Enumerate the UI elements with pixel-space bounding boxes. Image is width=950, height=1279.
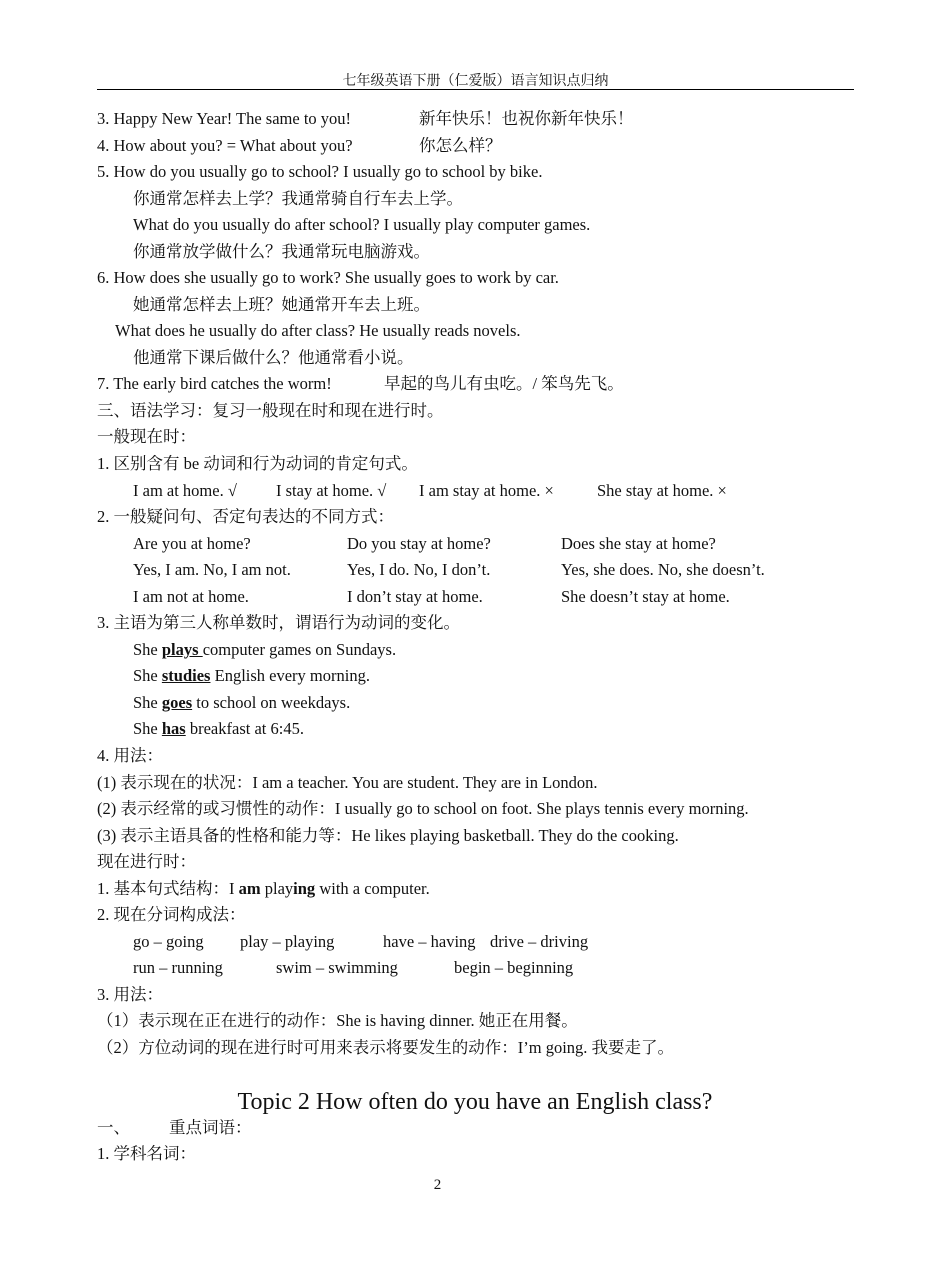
line-7-en: 7. The early bird catches the worm! — [97, 374, 332, 393]
line-6b-cn: 他通常下课后做什么？他通常看小说。 — [133, 348, 414, 367]
example-cell: Yes, I am. No, I am not. — [133, 560, 291, 579]
example-cell: Do you stay at home? — [347, 534, 491, 553]
line-7-cn: 早起的鸟儿有虫吃。/ 笨鸟先飞。 — [384, 374, 624, 393]
example-cell: I don’t stay at home. — [347, 587, 483, 606]
participle-pair: run – running — [133, 958, 223, 977]
example-cell: I am stay at home. × — [419, 481, 554, 500]
verb-highlight: goes — [161, 693, 193, 712]
present-progressive-heading: 现在进行时： — [97, 852, 196, 871]
participle-pair: drive – driving — [490, 932, 589, 951]
example-cell: I am at home. √ — [133, 481, 237, 500]
usage-1: (1) 表示现在的状况：I am a teacher. You are student. They are in London. — [97, 773, 598, 792]
participle-pair: go – going — [133, 932, 204, 951]
grammar-heading: 三、语法学习：复习一般现在时和现在进行时。 — [97, 401, 444, 420]
example-cell: I am not at home. — [133, 587, 249, 606]
subject-nouns-heading: 1. 学科名词： — [97, 1144, 196, 1163]
progressive-point-2: 2. 现在分词构成法： — [97, 905, 246, 924]
third-person-example: She studies English every morning. — [133, 666, 370, 685]
line-6b: What does he usually do after class? He usually reads novels. — [115, 321, 521, 340]
verb-highlight: plays — [161, 640, 203, 659]
third-person-example: She goes to school on weekdays. — [133, 693, 351, 712]
line-3-en: 3. Happy New Year! The same to you! — [97, 109, 352, 128]
line-6: 6. How does she usually go to work? She usually goes to work by car. — [97, 268, 559, 287]
key-words-heading: 重点词语： — [169, 1118, 252, 1137]
example-cell: She stay at home. × — [597, 481, 727, 500]
page-header: 七年级英语下册（仁爱版）语言知识点归纳 — [342, 73, 609, 89]
line-5b: What do you usually do after school? I usually play computer games. — [133, 215, 591, 234]
third-person-example: She plays computer games on Sundays. — [133, 640, 397, 659]
page-number: 2 — [433, 1177, 442, 1193]
line-3-cn: 新年快乐！也祝你新年快乐！ — [419, 109, 634, 128]
example-cell: Does she stay at home? — [561, 534, 716, 553]
header-rule — [97, 89, 854, 90]
topic-title: Topic 2 How often do you have an English class? — [237, 1089, 713, 1115]
line-6-cn: 她通常怎样去上班？她通常开车去上班。 — [133, 295, 430, 314]
participle-pair: swim – swimming — [276, 958, 398, 977]
example-cell: She doesn’t stay at home. — [561, 587, 730, 606]
participle-pair: play – playing — [240, 932, 335, 951]
usage-2: (2) 表示经常的或习惯性的动作：I usually go to school on foot. She plays tennis every morning. — [97, 799, 749, 818]
participle-pair: begin – beginning — [454, 958, 574, 977]
verb-highlight: studies — [161, 666, 211, 685]
simple-point-1: 1. 区别含有 be 动词和行为动词的肯定句式。 — [97, 454, 418, 473]
line-5: 5. How do you usually go to school? I usually go to school by bike. — [97, 162, 543, 181]
section-number: 一、 — [97, 1118, 130, 1137]
progressive-point-3: 3. 用法： — [97, 985, 163, 1004]
line-4-en: 4. How about you? = What about you? — [97, 136, 353, 155]
example-cell: I stay at home. √ — [276, 481, 387, 500]
usage-3: (3) 表示主语具备的性格和能力等：He likes playing basketball. They do the cooking. — [97, 826, 679, 845]
progressive-usage-1: （1）表示现在正在进行的动作：She is having dinner. 她正在用餐。 — [97, 1011, 578, 1030]
simple-point-2: 2. 一般疑问句、否定句表达的不同方式： — [97, 507, 394, 526]
line-5-cn: 你通常怎样去上学？我通常骑自行车去上学。 — [133, 189, 463, 208]
example-cell: Yes, I do. No, I don’t. — [347, 560, 491, 579]
simple-point-4: 4. 用法： — [97, 746, 163, 765]
line-5b-cn: 你通常放学做什么？我通常玩电脑游戏。 — [133, 242, 430, 261]
progressive-usage-2: （2）方位动词的现在进行时可用来表示将要发生的动作：I’m going. 我要走了。 — [97, 1038, 675, 1057]
line-4-cn: 你怎么样？ — [419, 136, 502, 155]
example-cell: Are you at home? — [133, 534, 251, 553]
simple-point-3: 3. 主语为第三人称单数时，谓语行为动词的变化。 — [97, 613, 460, 632]
progressive-point-1: 1. 基本句式结构：I am playing with a computer. — [97, 879, 430, 898]
third-person-example: She has breakfast at 6:45. — [133, 719, 304, 738]
participle-pair: have – having — [383, 932, 476, 951]
simple-present-heading: 一般现在时： — [97, 427, 196, 446]
verb-highlight: has — [161, 719, 186, 738]
example-cell: Yes, she does. No, she doesn’t. — [561, 560, 765, 579]
